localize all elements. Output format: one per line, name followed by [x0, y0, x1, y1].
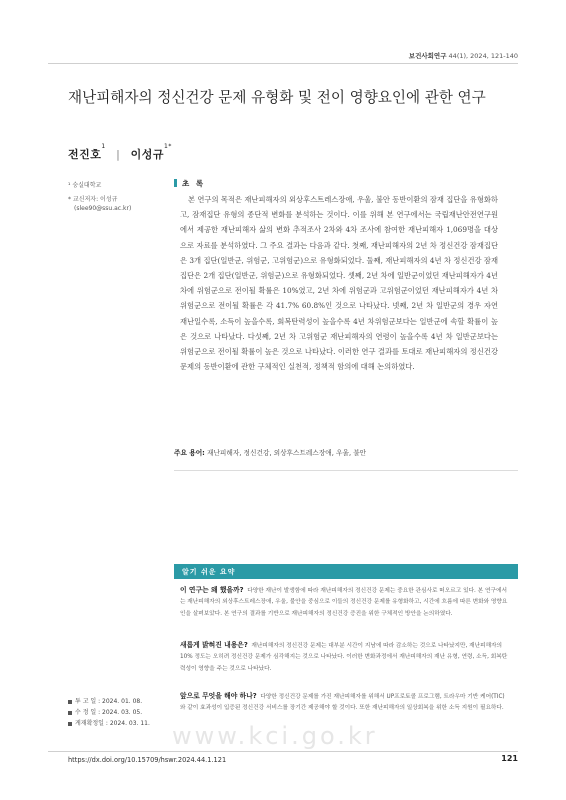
plain-summary-q1: [180, 585, 510, 620]
keywords: [174, 447, 504, 457]
author-2: 이성규: [130, 148, 165, 161]
q2-heading: 새롭게 밝혀진 내용은?: [180, 641, 248, 649]
abstract-text: 본 연구의 목적은 재난피해자의 외상후스트레스장애, 우울, 불안 동반이환의 잠재 집단을 유형화하고, 잠재집단 유형의 종단적 변화를 분석하는 것이다. 이를 위해 본 연구에서는 국립재난안전연구원에서 제공한 재난피해자 삶의 변화 추적조사 2차와 4차 조사에 참여한 재난피해자 1,069명을 대상으로 자료를 분석하였다. 그 주요 결과는 다음과 같다. 첫째, 재난피해자의 2년 차 정신건강 잠재집단은 3개 집단(일반군, 위험군, 고위험군)으로 유형화되었다. 둘째, 재난피해자의 4년 차 정신건강 잠재집단은 2개 집단(일반군, 위험군)으로 유형화되었다. 셋째, 2년 차에 일반군이었던 재난피해자가 4년 차에 위험군으로 전이될 확률은 10%였고, 2년 차에 위험군과 고위험군이었던 재난피해자가 4년 차 위험군으로 전이될 확률은 각 41.7% 60.8%인 것으로 나타났다. 넷째, 2년 차 일반군의 경우 자연재난일수록, 소득이 높을수록, 회복탄력성이 높을수록 4년 차위험군보다는 일반군에 속할 확률이 높은 것으로 나타났다. 다섯째, 2년 차 고위험군 재난피해자의 연령이 높을수록 4년 차 일반군보다는 위험군으로 전이될 확률이 높은 것으로 나타났다. 이러한 연구 결과를 토대로 재난피해자의 정신건강 문제의 동반이환에 관한 구체적인 실천적, 정책적 함의에 대해 논의하였다.: [180, 195, 498, 372]
plain-summary-title: 알기 쉬운 요약: [182, 568, 236, 576]
q3-heading: 앞으로 무엇을 해야 하나?: [180, 692, 257, 700]
abstract-label: 초 록: [182, 179, 206, 188]
date-revised-text: 수 정 일 : 2024. 03. 05.: [75, 709, 143, 716]
footer-rule: [48, 751, 518, 752]
header-rule: [48, 63, 518, 64]
abstract-accent-bar: [174, 179, 177, 187]
corresponding-author: * 교신저자: 이성규: [68, 196, 118, 203]
q2-answer: 재난피해자의 정신건강 문제는 대부분 시간이 지남에 따라 감소하는 것으로 나타났지만, 재난피해자의 10% 정도는 오히려 정신건강 문제가 심각해지는 것으로 나타났다. 이러한 변화과정에서 재난피해자의 재난 유형, 연령, 소득, 회복탄력성이 영향을 주는 것으로 나타났다.: [180, 643, 508, 672]
corresponding-email[interactable]: (slee90@ssu.ac.kr): [74, 205, 132, 212]
doi-link[interactable]: https://dx.doi.org/10.15709/hswr.2024.44.1.121: [68, 756, 227, 764]
keywords-list: 재난피해자, 정신건강, 외상후스트레스장애, 우울, 불안: [206, 449, 367, 457]
author-separator: |: [116, 148, 121, 161]
plain-summary-header: [174, 564, 518, 579]
plain-summary-q2: [180, 640, 510, 675]
date-revised: [68, 707, 142, 716]
journal-name: 보건사회연구: [408, 52, 447, 60]
keywords-rule: [174, 470, 518, 471]
q3-answer: 다양한 정신건강 문제를 가진 재난피해자를 위해서 UP프로토콜 프로그램, 트라우마 기반 케어(TIC)와 같이 효과성이 입증된 정신건강 서비스를 장기간 제공해야 할 것이다. 또한 재난피해자의 일상회복을 위한 소득 지원이 필요하다.: [180, 694, 505, 712]
plain-summary-q3: [180, 691, 510, 715]
date-received: [68, 696, 142, 705]
author-line: [68, 143, 172, 162]
author-1: 전진호: [68, 148, 102, 161]
bullet-square-icon: [68, 722, 72, 726]
date-accepted-text: 게재확정일 : 2024. 03. 11.: [75, 720, 150, 727]
date-received-text: 투 고 일 : 2024. 01. 08.: [75, 698, 143, 705]
bullet-square-icon: [68, 700, 72, 704]
q1-heading: 이 연구는 왜 했을까?: [180, 586, 244, 594]
author-2-mark: 1*: [164, 143, 172, 150]
journal-volume: 44(1), 2024, 121-140: [446, 52, 518, 60]
watermark: www.kci.go.kr: [172, 722, 378, 750]
article-title: 재난피해자의 정신건강 문제 유형화 및 전이 영향요인에 관한 연구: [68, 89, 486, 106]
keywords-label: 주요 용어:: [174, 449, 205, 457]
journal-citation: [0, 51, 518, 60]
affiliation: ¹ 숭실대학교: [68, 182, 102, 189]
author-1-mark: 1: [101, 143, 106, 150]
bullet-square-icon: [68, 711, 72, 715]
page-number: 121: [501, 754, 518, 763]
q1-answer: 다양한 재난이 발생함에 따라 재난피해자의 정신건강 문제는 중요한 관심사로 떠오르고 있다. 본 연구에서는 재난피해자의 외상후스트레스장애, 우울, 불안을 중심으로 이들의 정신건강 문제를 유형화하고, 시간에 흐름에 따른 변화와 영향요인을 살펴보았다. 본 연구의 결과를 기반으로 재난피해자의 정신건강 증진을 위한 구체적인 방안을 논의하였다.: [180, 588, 508, 617]
date-accepted: [68, 718, 150, 727]
